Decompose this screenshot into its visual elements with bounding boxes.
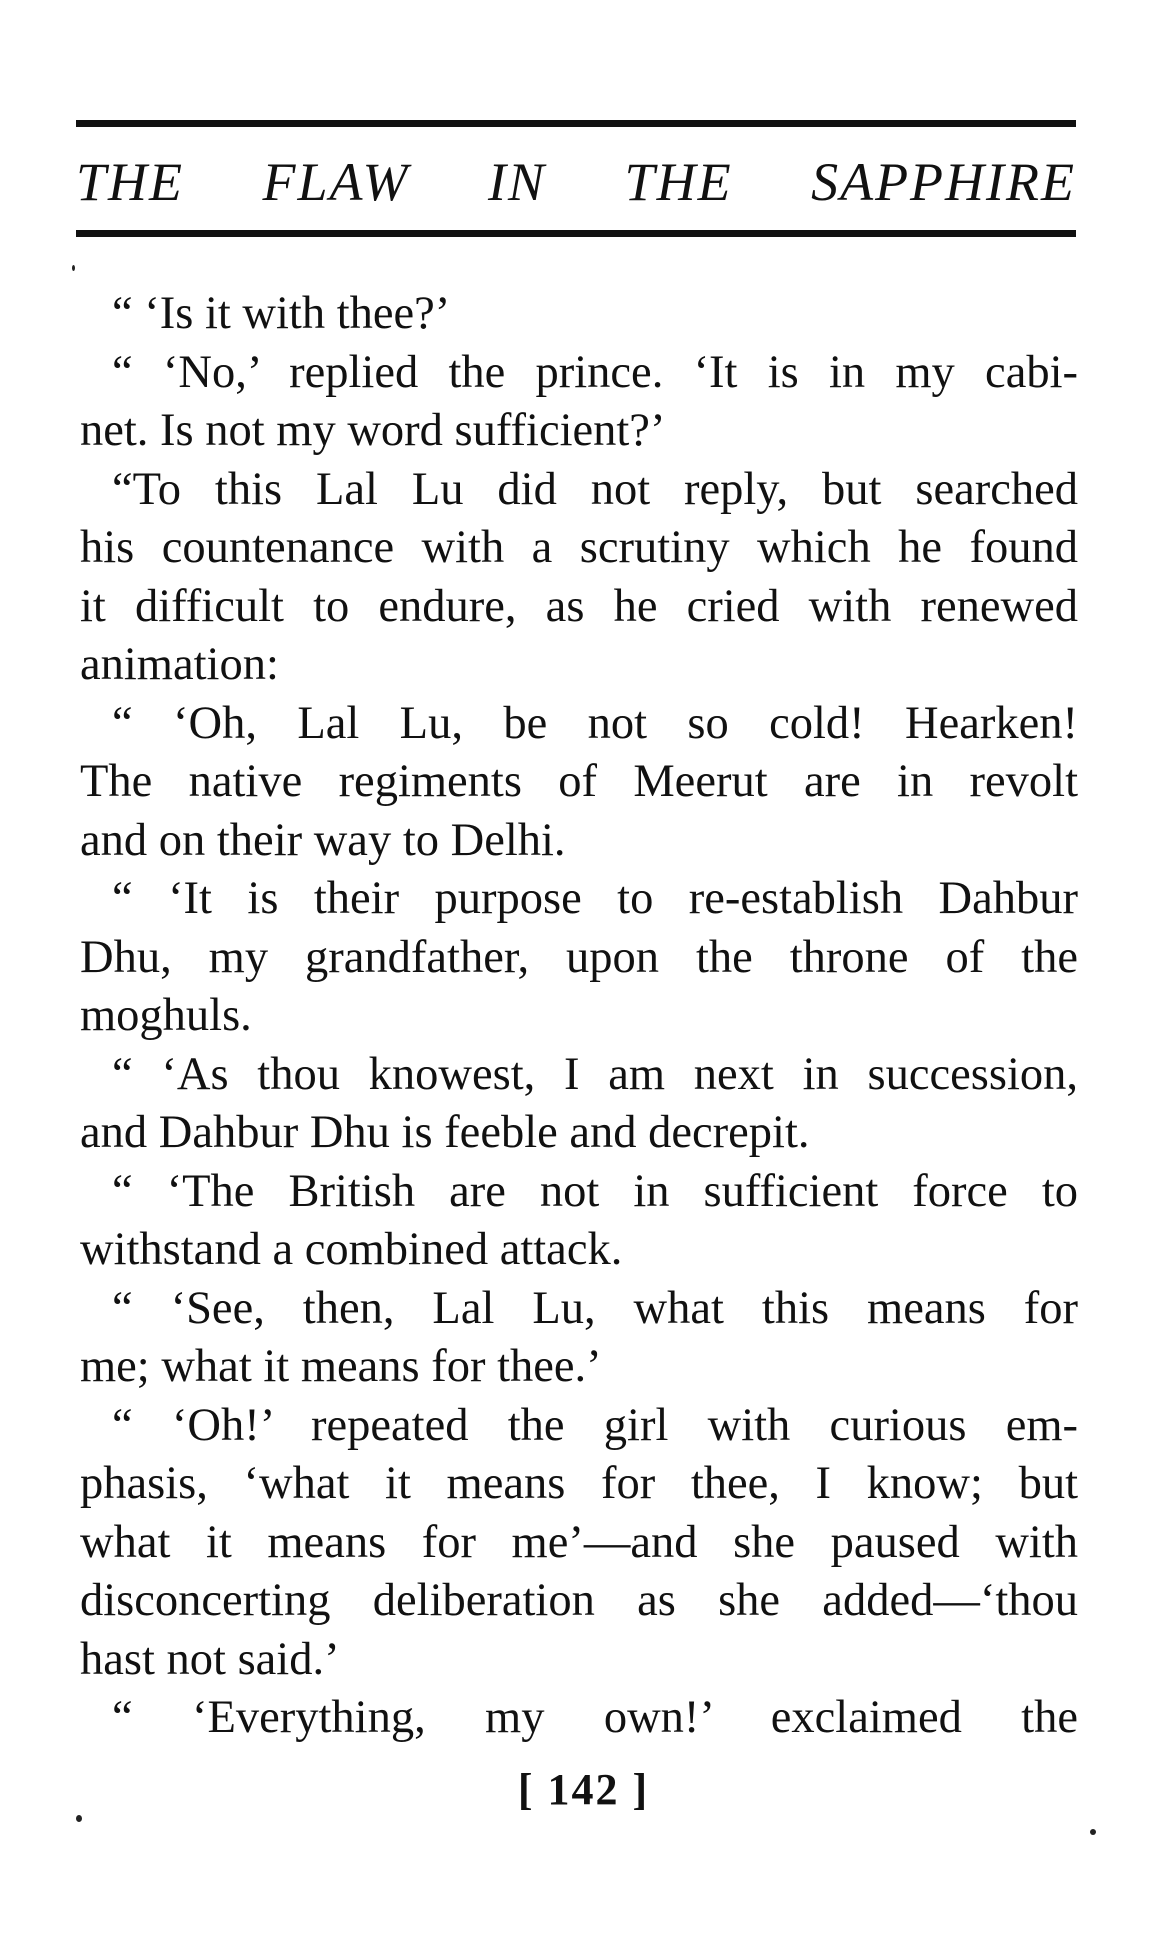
text-line: and on their way to Delhi. [80,814,566,866]
ink-speck [76,1815,82,1822]
page-number: [ 142 ] [517,1765,650,1814]
text-line: The native regiments of Meerut are in revolt [80,756,1078,807]
text-line: what it means for me’—and she paused with [80,1516,1078,1568]
text-line: “ ‘See, then, Lal Lu, what this means for [112,1282,1078,1334]
running-head-word: SAPPHIRE [811,152,1076,212]
text-line: “ ‘No,’ replied the prince. ‘It is in my cabi- [112,346,1078,398]
text-line: and Dahbur Dhu is feeble and decrepit. [80,1107,810,1158]
text-line: me; what it means for thee.’ [80,1341,602,1392]
text-line: disconcerting deliberation as she added—‘thou [80,1575,1078,1626]
header-rule-bottom [76,230,1076,237]
text-line: “ ‘The British are not in sufficient force to [112,1165,1078,1217]
text-line: “ ‘As thou knowest, I am next in succession, [112,1048,1078,1100]
running-head-word: THE [624,152,733,212]
text-line: “ ‘It is their purpose to re-establish Dahbur [112,873,1078,924]
body-text [80,285,1078,1748]
text-line: net. Is not my word sufficient?’ [80,405,666,456]
text-line: “ ‘Oh, Lal Lu, be not so cold! Hearken! [112,697,1078,749]
header-rule-top [76,120,1076,127]
running-head-word: THE [76,152,185,212]
text-line: Dhu, my grandfather, upon the throne of the [80,931,1078,983]
text-line: withstand a combined attack. [80,1224,623,1275]
text-line: “ ‘Everything, my own!’ exclaimed the [112,1692,1078,1743]
running-head [76,143,1076,221]
running-head-word: IN [488,152,547,212]
ink-speck [72,265,75,271]
text-line: “To this Lal Lu did not reply, but searched [112,463,1078,515]
ink-speck [1090,1829,1096,1835]
running-head-word: FLAW [262,152,410,212]
text-line: moghuls. [80,990,252,1041]
text-line: “ ‘Is it with thee?’ [112,288,451,339]
text-line: “ ‘Oh!’ repeated the girl with curious em- [112,1399,1078,1451]
text-line: hast not said.’ [80,1633,340,1685]
text-line: it difficult to endure, as he cried with renewed [80,580,1078,632]
text-line: his countenance with a scrutiny which he found [80,522,1078,573]
text-line: phasis, ‘what it means for thee, I know; but [80,1458,1078,1509]
text-line: animation: [80,639,279,690]
